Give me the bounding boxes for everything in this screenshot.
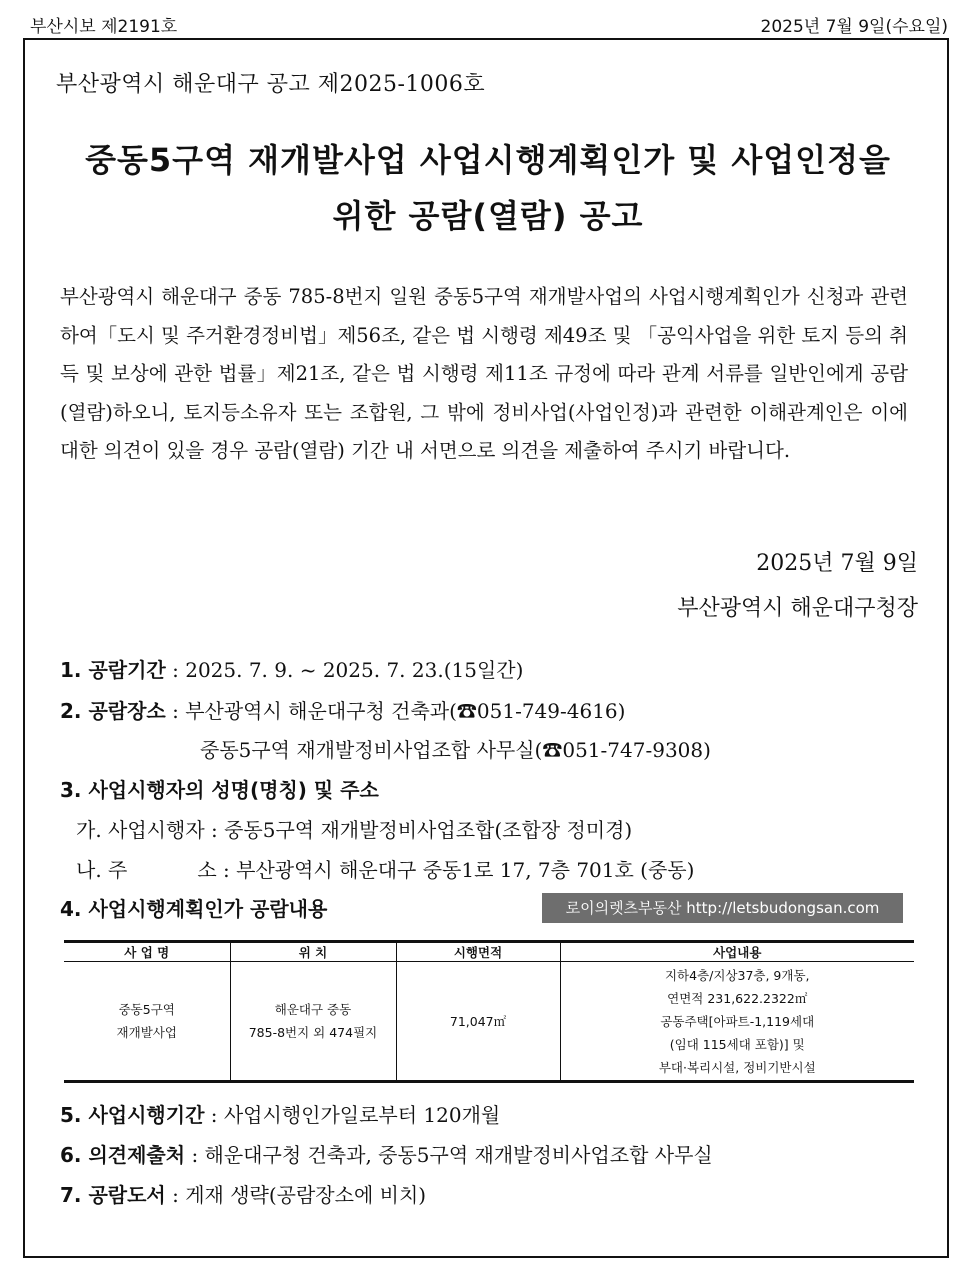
item-3-a: 가. 사업시행자 : 중동5구역 재개발정비사업조합(조합장 정미경) (76, 818, 633, 842)
header-area: 시행면적 (396, 942, 560, 962)
cell-area: 71,047㎡ (396, 962, 560, 1082)
item-2-value: : 부산광역시 해운대구청 건축과(☎051-749-4616) (172, 699, 626, 723)
cell-content (560, 962, 914, 1082)
item-3-b-rest: 소 : 부산광역시 해운대구 중동1로 17, 7층 701호 (중동) (197, 858, 695, 882)
content-line-1: 지하4층/지상37층, 9개동, (664, 967, 810, 983)
content-line-2: 연면적 231,622.2322㎡ (667, 990, 808, 1006)
project-table (64, 940, 914, 1083)
watermark: 로이의렛츠부동산 http://letsbudongsan.com (542, 893, 903, 923)
location-line-1: 해운대구 중동 (274, 1002, 352, 1017)
notice-number: 부산광역시 해운대구 공고 제2025-1006호 (56, 72, 486, 97)
location-line-2: 785-8번지 외 474필지 (248, 1025, 378, 1040)
notice-title (40, 132, 936, 244)
item-5 (60, 1099, 500, 1128)
notice-body: 부산광역시 해운대구 중동 785-8번지 일원 중동5구역 재개발사업의 사업시행계획인가 신청과 관련하여「도시 및 주거환경정비법」제56조, 같은 법 시행령 제49조 및 「공익사업을 위한 토지 등의 취득 및 보상에 관한 법률」제21조, 같은 법 시행령 제11조 규정에 따라 관계 서류를 일반인에게 공람(열람)하오니, 토지등소유자 또는 조합원, 그 밖에 정비사업(사업인정)과 관련한 이해관계인은 이에 대한 의견이 있을 경우 공람(열람) 기간 내 서면으로 의견을 제출하여 주시기 바랍니다. (60, 285, 909, 462)
running-header (26, 12, 950, 37)
item-7-label: 7. 공람도서 (60, 1183, 166, 1207)
project-name-line-1: 중동5구역 (118, 1002, 175, 1017)
content-line-5: 부대·복리시설, 정비기반시설 (658, 1059, 816, 1075)
header-project-name: 사 업 명 (64, 942, 230, 962)
item-7-value: : 게재 생략(공람장소에 비치) (172, 1183, 427, 1207)
cell-location (230, 962, 396, 1082)
title-line-2: 위한 공람(열람) 공고 (332, 197, 644, 235)
item-3-b (76, 854, 694, 883)
item-7 (60, 1179, 426, 1208)
notice-issuer: 부산광역시 해운대구청장 (677, 596, 918, 621)
item-2 (60, 695, 625, 724)
item-6 (60, 1139, 713, 1168)
item-4-label: 4. 사업시행계획인가 공람내용 (60, 897, 328, 921)
item-3-label: 3. 사업시행자의 성명(명칭) 및 주소 (60, 778, 379, 802)
item-6-label: 6. 의견제출처 (60, 1143, 186, 1167)
item-6-value: : 해운대구청 건축과, 중동5구역 재개발정비사업조합 사무실 (191, 1143, 713, 1167)
content-line-3: 공동주택[아파트-1,119세대 (660, 1013, 815, 1029)
notice-date: 2025년 7월 9일 (756, 551, 918, 576)
header-content: 사업내용 (560, 942, 914, 962)
table-header-row (64, 942, 914, 962)
content-line-4: (임대 115세대 포함)] 및 (669, 1036, 805, 1052)
cell-project-name (64, 962, 230, 1082)
publication-number: 부산시보 제2191호 (30, 17, 178, 37)
title-line-1: 중동5구역 재개발사업 사업시행계획인가 및 사업인정을 (85, 141, 891, 179)
item-1-value: : 2025. 7. 9. ~ 2025. 7. 23.(15일간) (172, 658, 524, 682)
project-name-line-2: 재개발사업 (116, 1025, 177, 1040)
item-5-value: : 사업시행인가일로부터 120개월 (210, 1103, 501, 1127)
header-location: 위 치 (230, 942, 396, 962)
item-3 (60, 774, 379, 803)
item-1-label: 1. 공람기간 (60, 658, 166, 682)
item-5-label: 5. 사업시행기간 (60, 1103, 205, 1127)
publication-date: 2025년 7월 9일(수요일) (760, 17, 948, 37)
item-1 (60, 654, 523, 683)
item-2-value-2: 중동5구역 재개발정비사업조합 사무실(☎051-747-9308) (200, 738, 711, 762)
item-3-b-prefix: 나. 주 (76, 858, 128, 882)
item-2-label: 2. 공람장소 (60, 699, 166, 723)
item-4 (60, 893, 327, 922)
table-row (64, 962, 914, 1082)
